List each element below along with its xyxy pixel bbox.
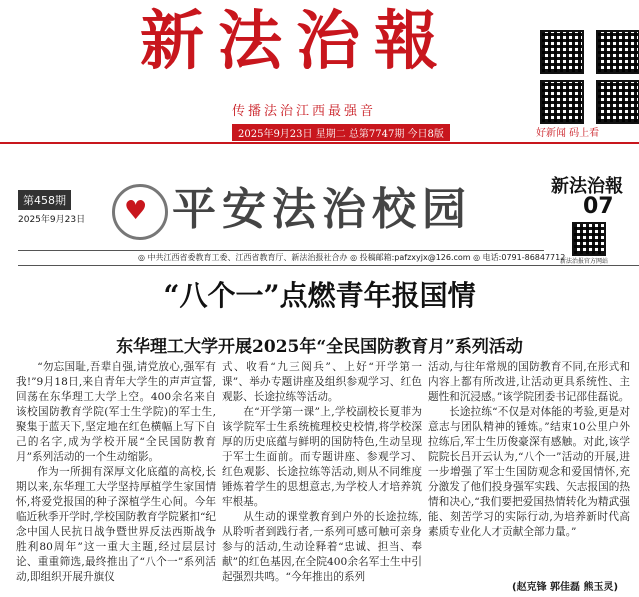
qr-caption: 新法治报官方网站 (560, 258, 609, 265)
divider (18, 250, 544, 251)
qr-code-icon[interactable] (596, 30, 639, 74)
qr-code-icon[interactable] (596, 80, 639, 124)
article-column-2 (222, 360, 422, 585)
issue-badge: 第458期 (18, 190, 71, 210)
article-subheadline: 东华理工大学开展2025年“全民国防教育月”系列活动 (116, 337, 523, 357)
issue-line: 2025年9月23日 星期二 总第7747期 今日8版 (232, 124, 450, 141)
qr-label: 好新闻 码上看 (536, 128, 600, 139)
qr-code-icon[interactable] (540, 30, 584, 74)
section-date: 2025年9月23日 (18, 215, 86, 225)
divider (18, 265, 639, 266)
paragraph: 活动,与往年常规的国防教育不同,在形式和内容上都有所改进,让活动更具系统性、主题性和沉浸感。”该学院团委书记邵佳磊说。 (428, 361, 630, 403)
section-title: 平安法治校园 (172, 184, 472, 235)
paragraph: 从生动的课堂教育到户外的长途拉练,从聆听者到践行者,一系列可感可触可亲身参与的活动,生动诠释着“忠诚、担当、奉献”的红色基因,在全院400余名军士生中引起强烈共鸣。“今年推出的系列 (222, 511, 422, 583)
article-column-1 (16, 360, 216, 585)
qr-code-icon[interactable] (540, 80, 584, 124)
qr-code-icon[interactable] (572, 222, 606, 256)
sponsor-line: ◎ 中共江西省委教育工委、江西省教育厅、新法治报社合办 ◎ 投稿邮箱:pafzxyjx@126.com ◎ 电话:0791-86847712 (138, 253, 566, 262)
divider (0, 142, 639, 144)
paragraph: 作为一所拥有深厚文化底蕴的高校,长期以来,东华理工大学坚持厚植学生家国情怀,将爱党报国的种子深植学生心间。今年临近秋季开学时,学校国防教育学院紧扣“纪念中国人民抗日战争暨世界反法西斯战争胜利80周年”这一重大主题,经过层层讨论、重重筛选,最终推出了“八个一”系列活动,即组织开展升旗仪 (16, 466, 216, 583)
paragraph: 长途拉练“不仅是对体能的考验,更是对意志与团队精神的锤炼。”结束10公里户外拉练后,军士生历俊豪深有感触。对此,该学院院长吕开云认为,“八个一”活动的开展,进一步增强了军士生国防观念和爱国情怀,充分激发了他们投身强军实践、矢志报国的热情和决心,“我们要把爱国热情转化为精武强能、刻苦学习的实际行动,为培养新时代高素质专业化人才贡献全部力量。” (428, 406, 630, 538)
article-column-3 (428, 360, 630, 540)
paragraph: “勿忘国耻,吾辈自强,请党放心,强军有我!”9月18日,来自青年大学生的声声宣誓,回荡在东华理工大学上空。400余名来自该校国防教育学院(军士生学院)的军士生,聚集于蓝天下,坚定地在红色横幅上写下自己的名字,成为学校开展“全民国防教育月”系列活动的一个生动缩影。 (16, 361, 216, 463)
masthead-slogan: 传播法治江西最强音 (232, 104, 377, 119)
byline: (赵克锋 郭佳磊 熊玉灵) (512, 582, 619, 593)
paragraph: 式、收看“九三阅兵”、上好“开学第一课”、举办专题讲座及组织参观学习、红色观影、长途拉练等活动。 (222, 361, 422, 403)
heart-icon: ♥ (124, 196, 148, 226)
masthead-title: 新法治報 (140, 4, 452, 79)
page-number: 07 (583, 194, 614, 219)
paragraph: 在“开学第一课”上,学校副校长夏菲为该学院军士生系统梳理校史校情,将学校深厚的历史底蕴与鲜明的国防特色,生动呈现于军士生面前。而专题讲座、参观学习、红色观影、长途拉练等活动,则从不同维度锤炼着学生的思想意志,为学校人才培养筑牢根基。 (222, 406, 422, 508)
article-headline: “八个一”点燃青年报国情 (163, 279, 476, 312)
small-brand: 新法治報 (551, 176, 623, 197)
